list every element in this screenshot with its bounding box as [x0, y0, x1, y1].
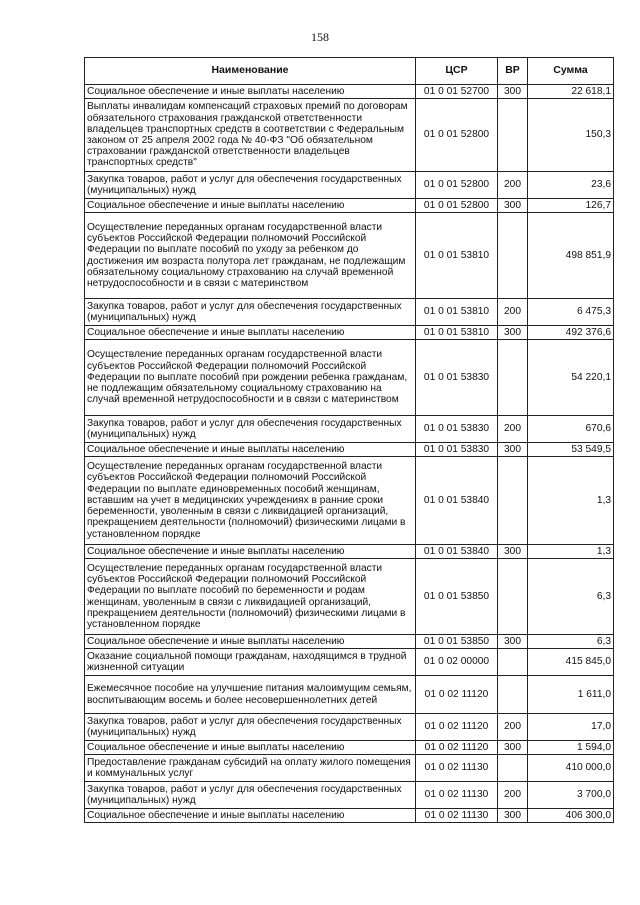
cell-name: Социальное обеспечение и иные выплаты населению — [85, 809, 416, 823]
cell-sum: 670,6 — [528, 416, 614, 443]
cell-name: Закупка товаров, работ и услуг для обеспечения государственных (муниципальных) нужд — [85, 299, 416, 326]
cell-vr: 300 — [498, 809, 528, 823]
cell-sum: 150,3 — [528, 99, 614, 172]
cell-name: Закупка товаров, работ и услуг для обеспечения государственных (муниципальных) нужд — [85, 416, 416, 443]
cell-csr: 01 0 02 11120 — [416, 676, 498, 714]
cell-sum: 6 475,3 — [528, 299, 614, 326]
cell-vr: 300 — [498, 443, 528, 457]
cell-sum: 498 851,9 — [528, 213, 614, 299]
cell-vr: 200 — [498, 714, 528, 741]
table-row — [85, 809, 614, 823]
cell-csr: 01 0 01 52800 — [416, 99, 498, 172]
cell-csr: 01 0 01 53830 — [416, 443, 498, 457]
table-row — [85, 199, 614, 213]
table-row — [85, 755, 614, 782]
cell-name: Осуществление переданных органам государственной власти субъектов Российской Федерации полномочий Российской Федерации по выплате пособий при рождении ребенка гражданам, не подлежащим обязательному социальному страхованию на случай временной нетрудоспособности и в связи с материнством — [85, 340, 416, 416]
cell-vr: 200 — [498, 172, 528, 199]
cell-name: Осуществление переданных органам государственной власти субъектов Российской Федерации полномочий Российской Федерации по выплате единовременных пособий женщинам, вставшим на учет в медицинских учреждениях в ранние сроки беременности, уволенным в связи с ликвидацией организаций, прекращением деятельности (полномочий) физическими лицами в установленном порядке — [85, 457, 416, 545]
table-row — [85, 676, 614, 714]
cell-name: Выплаты инвалидам компенсаций страховых премий по договорам обязательного страхования гражданской ответственности владельцев транспортных средств в соответствии с Федеральным законом от 25 апреля 2002 года № 40-ФЗ "Об обязательном страховании гражданской ответственности владельцев транспортных средств" — [85, 99, 416, 172]
cell-vr: 200 — [498, 782, 528, 809]
cell-csr: 01 0 01 53830 — [416, 340, 498, 416]
table-row — [85, 340, 614, 416]
cell-name: Ежемесячное пособие на улучшение питания малоимущим семьям, воспитывающим восемь и более несовершеннолетних детей — [85, 676, 416, 714]
cell-sum: 6,3 — [528, 635, 614, 649]
cell-sum: 492 376,6 — [528, 326, 614, 340]
cell-sum: 1 611,0 — [528, 676, 614, 714]
table-row — [85, 545, 614, 559]
cell-name: Социальное обеспечение и иные выплаты населению — [85, 545, 416, 559]
cell-sum: 3 700,0 — [528, 782, 614, 809]
cell-csr: 01 0 01 52700 — [416, 85, 498, 99]
budget-table — [84, 57, 614, 823]
cell-csr: 01 0 01 53810 — [416, 326, 498, 340]
cell-vr — [498, 755, 528, 782]
table-row — [85, 782, 614, 809]
cell-csr: 01 0 01 53840 — [416, 545, 498, 559]
cell-sum: 406 300,0 — [528, 809, 614, 823]
cell-name: Закупка товаров, работ и услуг для обеспечения государственных (муниципальных) нужд — [85, 172, 416, 199]
table-row — [85, 559, 614, 635]
cell-sum: 54 220,1 — [528, 340, 614, 416]
cell-vr: 300 — [498, 199, 528, 213]
table-row — [85, 85, 614, 99]
cell-vr — [498, 99, 528, 172]
cell-vr — [498, 340, 528, 416]
cell-sum: 1 594,0 — [528, 741, 614, 755]
cell-sum: 22 618,1 — [528, 85, 614, 99]
cell-name: Социальное обеспечение и иные выплаты населению — [85, 741, 416, 755]
cell-name: Предоставление гражданам субсидий на оплату жилого помещения и коммунальных услуг — [85, 755, 416, 782]
cell-csr: 01 0 02 11120 — [416, 741, 498, 755]
cell-name: Закупка товаров, работ и услуг для обеспечения государственных (муниципальных) нужд — [85, 714, 416, 741]
cell-csr: 01 0 01 52800 — [416, 199, 498, 213]
cell-sum: 1,3 — [528, 457, 614, 545]
table-row — [85, 299, 614, 326]
cell-csr: 01 0 02 00000 — [416, 649, 498, 676]
cell-sum: 415 845,0 — [528, 649, 614, 676]
cell-csr: 01 0 01 53810 — [416, 213, 498, 299]
header-vr: ВР — [498, 58, 528, 85]
page-number: 158 — [311, 30, 329, 44]
cell-csr: 01 0 01 53850 — [416, 559, 498, 635]
cell-vr: 200 — [498, 416, 528, 443]
cell-name: Социальное обеспечение и иные выплаты населению — [85, 326, 416, 340]
header-sum: Сумма — [528, 58, 614, 85]
cell-name: Социальное обеспечение и иные выплаты населению — [85, 199, 416, 213]
cell-sum: 126,7 — [528, 199, 614, 213]
cell-csr: 01 0 02 11130 — [416, 755, 498, 782]
header-csr: ЦСР — [416, 58, 498, 85]
cell-vr: 300 — [498, 741, 528, 755]
cell-csr: 01 0 01 53830 — [416, 416, 498, 443]
cell-name: Социальное обеспечение и иные выплаты населению — [85, 443, 416, 457]
table-body — [85, 85, 614, 823]
table-header-row — [85, 58, 614, 85]
table-row — [85, 326, 614, 340]
table-row — [85, 714, 614, 741]
cell-csr: 01 0 01 53810 — [416, 299, 498, 326]
cell-sum: 6,3 — [528, 559, 614, 635]
cell-vr — [498, 559, 528, 635]
cell-sum: 53 549,5 — [528, 443, 614, 457]
cell-name: Осуществление переданных органам государственной власти субъектов Российской Федерации полномочий Российской Федерации по выплате пособий по уходу за ребенком до достижения им возраста полутора лет гражданам, не подлежащим обязательному социальному страхованию на случай временной нетрудоспособности и в связи с материнством — [85, 213, 416, 299]
table-row — [85, 416, 614, 443]
table-row — [85, 741, 614, 755]
cell-csr: 01 0 01 52800 — [416, 172, 498, 199]
cell-csr: 01 0 02 11130 — [416, 782, 498, 809]
cell-vr: 300 — [498, 326, 528, 340]
cell-vr — [498, 676, 528, 714]
cell-name: Осуществление переданных органам государственной власти субъектов Российской Федерации полномочий Российской Федерации по выплате пособий по беременности и родам женщинам, уволенным в связи с ликвидацией организаций, прекращением деятельности (полномочий) физическими лицами в установленном порядке — [85, 559, 416, 635]
cell-sum: 1,3 — [528, 545, 614, 559]
cell-vr: 300 — [498, 635, 528, 649]
table-row — [85, 649, 614, 676]
cell-csr: 01 0 02 11120 — [416, 714, 498, 741]
cell-name: Социальное обеспечение и иные выплаты населению — [85, 85, 416, 99]
cell-vr: 200 — [498, 299, 528, 326]
cell-sum: 17,0 — [528, 714, 614, 741]
table-row — [85, 172, 614, 199]
cell-vr — [498, 213, 528, 299]
table-row — [85, 443, 614, 457]
cell-vr: 300 — [498, 545, 528, 559]
table-row — [85, 99, 614, 172]
header-name: Наименование — [85, 58, 416, 85]
cell-name: Закупка товаров, работ и услуг для обеспечения государственных (муниципальных) нужд — [85, 782, 416, 809]
table-row — [85, 213, 614, 299]
cell-vr — [498, 457, 528, 545]
cell-csr: 01 0 01 53840 — [416, 457, 498, 545]
cell-sum: 410 000,0 — [528, 755, 614, 782]
cell-name: Социальное обеспечение и иные выплаты населению — [85, 635, 416, 649]
cell-csr: 01 0 01 53850 — [416, 635, 498, 649]
table-row — [85, 457, 614, 545]
cell-vr: 300 — [498, 85, 528, 99]
cell-name: Оказание социальной помощи гражданам, находящимся в трудной жизненной ситуации — [85, 649, 416, 676]
table-row — [85, 635, 614, 649]
cell-sum: 23,6 — [528, 172, 614, 199]
cell-csr: 01 0 02 11130 — [416, 809, 498, 823]
cell-vr — [498, 649, 528, 676]
